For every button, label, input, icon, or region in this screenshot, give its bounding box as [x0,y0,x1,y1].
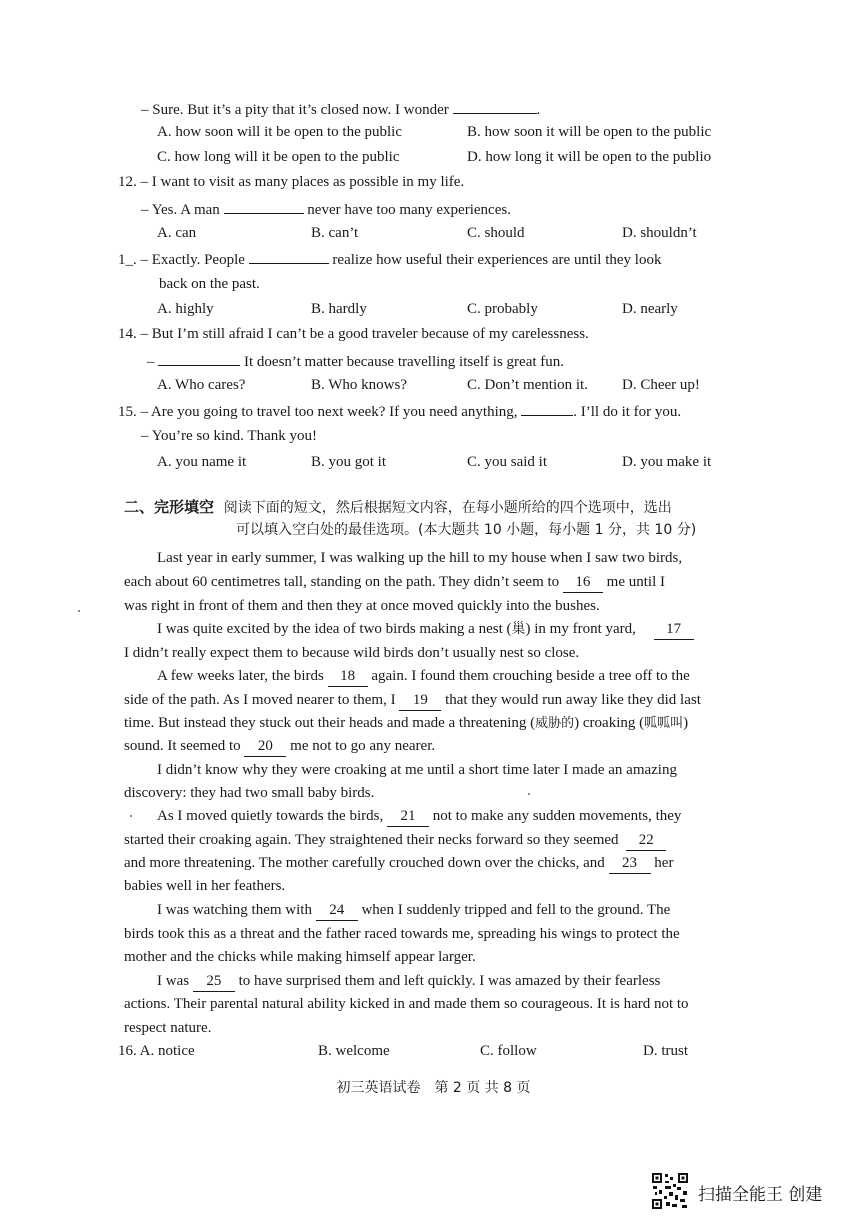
scan-speck [78,610,80,612]
q12-option-a: A. can [157,225,197,241]
qr-code-icon [651,1172,689,1210]
q15-option-a: A. you name it [157,454,247,470]
q15-option-d: D. you make it [622,454,712,470]
blank-24: 24 [316,900,358,921]
q16-option-b: B. welcome [318,1043,390,1059]
passage-line-12 [157,806,681,827]
passage-line-15: babies well in her feathers. [124,878,286,894]
gloss-nest: 巢 [511,621,526,637]
scan-speck [130,815,132,817]
passage-line-4-b: ) in my front yard, [525,621,636,637]
q16-option-d: D. trust [643,1043,688,1059]
passage-line-7 [124,690,701,711]
passage-line-20: actions. Their parental natural ability kicked in and made them so courageous. It is hard not to [124,996,689,1012]
passage-line-1: Last year in early summer, I was walking up the hill to my house when I saw two birds, [157,550,683,566]
passage-line-13-a: started their croaking again. They straightened their necks forward so they seemed [124,832,619,848]
passage-line-9 [124,736,435,757]
passage-line-7-b: that they would run away like they did last [445,692,701,708]
q12-line1: 12. – I want to visit as many places as possible in my life. [118,174,465,190]
passage-line-13 [124,830,666,851]
q14-option-c: C. Don’t mention it. [467,377,588,393]
q16-option-c: C. follow [480,1043,537,1059]
passage-line-16-a: I was watching them with [157,902,312,918]
q14-option-b: B. Who knows? [311,377,407,393]
q13-option-d: D. nearly [622,301,678,317]
passage-line-2 [124,572,665,593]
q11-blank [453,98,537,114]
section-instruction-1: 阅读下面的短文，然后根据短文内容，在每小题所给的四个选项中，选出 [223,500,672,516]
passage-line-9-b: me not to go any nearer. [290,738,436,754]
q14-option-a: A. Who cares? [157,377,246,393]
passage-line-16 [157,900,670,921]
q14-line2 [147,350,564,372]
passage-line-8-c: ) [683,715,689,731]
q13-line2: back on the past. [159,276,260,292]
blank-16: 16 [563,572,603,593]
blank-22: 22 [626,830,666,851]
passage-line-12-b: not to make any sudden movements, they [432,808,682,824]
passage-line-16-b: when I suddenly tripped and fell to the ground. The [361,902,671,918]
passage-line-14-b: her [654,855,674,871]
passage-line-2-a: each about 60 centimetres tall, standing on the path. They didn’t seem to [124,574,560,590]
q15-line1 [118,400,681,422]
page-footer: 初三英语试卷 第 2 页 共 8 页 [336,1080,531,1096]
q14-option-d: D. Cheer up! [622,377,700,393]
section-instruction-2 [236,519,696,541]
passage-line-19-b: to have surprised them and left quickly. I was amazed by their fearless [238,973,661,989]
gloss-threatening: 威胁的 [535,716,575,731]
blank-18: 18 [328,666,368,687]
q15-blank [521,400,573,416]
passage-line-11: discovery: they had two small baby birds. [124,785,375,801]
q12-option-b: B. can’t [311,225,359,241]
passage-line-5: I didn’t really expect them to because wild birds don’t usually nest so close. [124,645,580,661]
q13-option-a: A. highly [157,301,214,317]
q12-option-d: D. shouldn’t [622,225,697,241]
q15-line1-a: 15. – Are you going to travel too next week? If you need anything, [118,404,518,420]
passage-line-6 [157,666,690,687]
q12-option-c: C. should [467,225,525,241]
passage-line-10: I didn’t know why they were croaking at me until a short time later I made an amazing [157,762,677,778]
q11-stem [141,98,540,120]
q12-line2 [141,198,511,220]
q11-option-a: A. how soon will it be open to the public [157,124,402,140]
passage-line-8 [124,713,688,734]
q11-option-d: D. how long it will be open to the publio [467,149,712,165]
passage-line-8-b: ) croaking ( [574,715,645,731]
q14-blank [158,350,240,366]
q15-option-b: B. you got it [311,454,387,470]
passage-line-2-b: me until I [606,574,665,590]
passage-line-6-b: again. I found them crouching beside a tree off to the [371,668,690,684]
passage-line-19-a: I was [157,973,190,989]
passage-line-4 [157,619,694,640]
q12-line2-a: – Yes. A man [141,202,220,218]
blank-21: 21 [387,806,429,827]
passage-line-3: was right in front of them and then they at once moved quickly into the bushes. [124,598,600,614]
blank-23: 23 [609,853,651,874]
q14-line1: 14. – But I’m still afraid I can’t be a good traveler because of my carelessness. [118,326,589,342]
passage-line-4-a: I was quite excited by the idea of two birds making a nest ( [157,621,512,637]
blank-25: 25 [193,971,235,992]
passage-line-9-a: sound. It seemed to [124,738,241,754]
q13-line1-b: realize how useful their experiences are until they look [332,252,662,268]
passage-line-14-a: and more threatening. The mother carefully crouched down over the chicks, and [124,855,605,871]
section-heading [124,496,672,519]
gloss-croaking: 呱呱叫 [644,716,684,731]
q14-line2-a: – [147,354,155,370]
passage-line-19 [157,971,660,992]
q15-option-c: C. you said it [467,454,548,470]
passage-line-8-a: time. But instead they stuck out their heads and made a threatening ( [124,715,536,731]
blank-20: 20 [244,736,286,757]
q11-stem-text: – Sure. But it’s a pity that it’s closed now. I wonder [141,102,449,118]
section-title: 二、完形填空 [124,498,215,516]
q12-blank [224,198,304,214]
passage-line-6-a: A few weeks later, the birds [157,668,324,684]
passage-line-18: mother and the chicks while making himself appear larger. [124,949,476,965]
passage-line-14 [124,853,673,874]
q13-line1 [118,248,661,270]
passage-line-21: respect nature. [124,1020,212,1036]
passage-line-17: birds took this as a threat and the father raced towards me, spreading his wings to protect the [124,926,680,942]
q11-option-c: C. how long will it be open to the public [157,149,400,165]
q11-stem-end: . [536,102,541,118]
q12-line2-b: never have too many experiences. [307,202,511,218]
camscanner-watermark: 扫描全能王 创建 [698,1185,823,1205]
q15-line2: – You’re so kind. Thank you! [141,428,317,444]
blank-19: 19 [399,690,441,711]
section-instruction-2-text: 可以填入空白处的最佳选项。(本大题共 10 小题，每小题 1 分，共 10 分) [236,522,697,538]
scan-speck [528,793,530,795]
q13-option-c: C. probably [467,301,538,317]
q15-line1-b: . I’ll do it for you. [573,404,682,420]
q11-option-b: B. how soon it will be open to the public [467,124,712,140]
blank-17: 17 [654,619,694,640]
q13-option-b: B. hardly [311,301,367,317]
q13-blank [249,248,329,264]
passage-line-7-a: side of the path. As I moved nearer to them, I [124,692,396,708]
q16-option-a: 16. A. notice [118,1043,195,1059]
q13-line1-a: 1_. – Exactly. People [118,252,245,268]
passage-line-12-a: As I moved quietly towards the birds, [157,808,384,824]
q14-line2-b: It doesn’t matter because travelling itself is great fun. [244,354,565,370]
